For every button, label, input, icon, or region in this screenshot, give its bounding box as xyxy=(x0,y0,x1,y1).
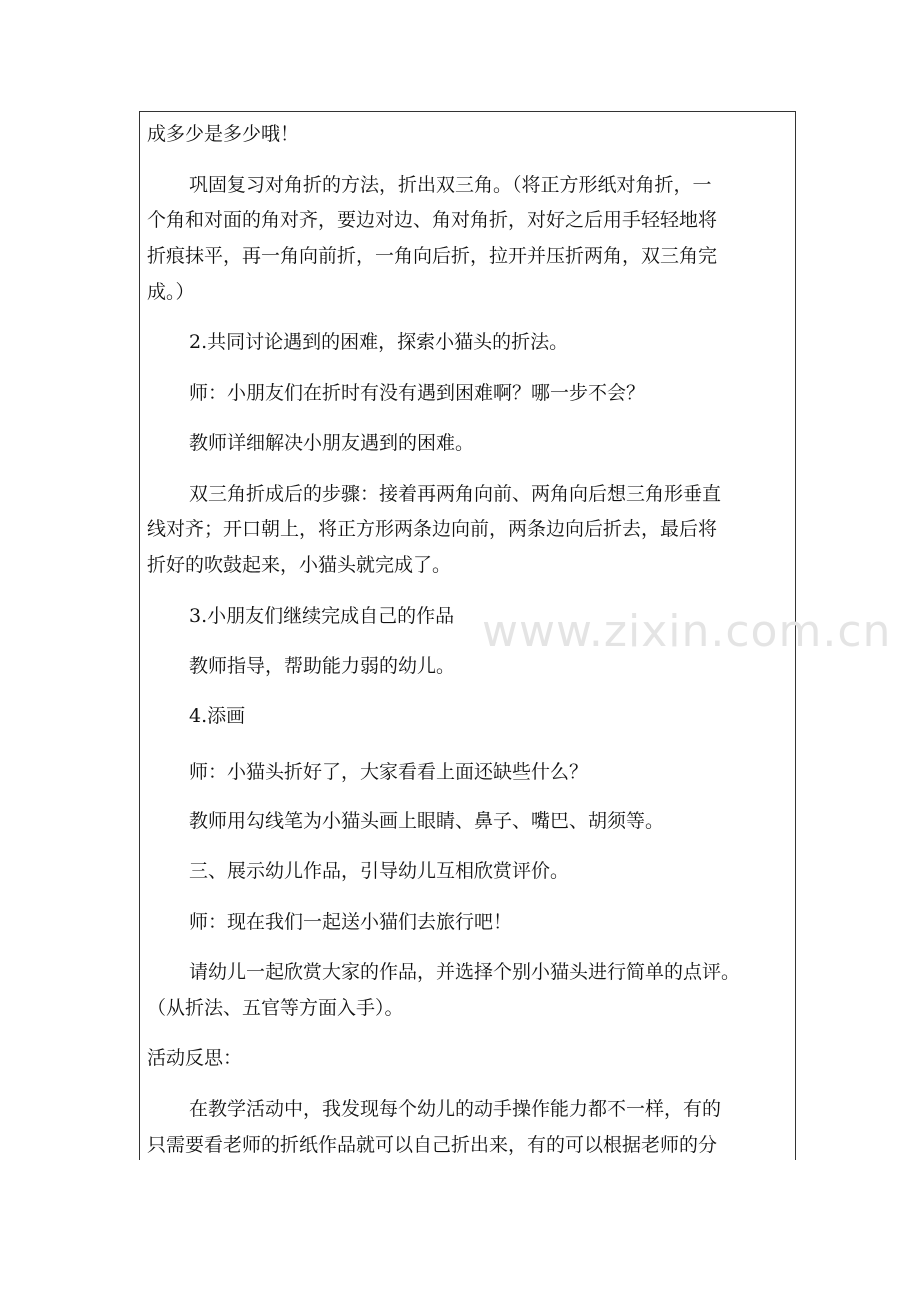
text-line: 双三角折成后的步骤：接着再两角向前、两角向后想三角形垂直 xyxy=(189,483,722,505)
text-line: 个角和对面的角对齐，要边对边、角对角折，对好之后用手轻轻地将 xyxy=(147,209,718,231)
text-line: 在教学活动中，我发现每个幼儿的动手操作能力都不一样，有的 xyxy=(189,1098,722,1120)
text-line: 三、展示幼儿作品，引导幼儿互相欣赏评价。 xyxy=(189,860,570,882)
text-line: 师：小猫头折好了，大家看看上面还缺些什么？ xyxy=(189,761,589,783)
watermark: www.zixin.com.cn xyxy=(482,606,892,657)
text-line: 活动反思： xyxy=(147,1047,243,1069)
text-line: 折好的吹鼓起来，小猫头就完成了。 xyxy=(147,554,452,576)
text-line: 折痕抹平，再一角向前折，一角向后折，拉开并压折两角，双三角完 xyxy=(147,245,718,267)
text-line: 教师详细解决小朋友遇到的困难。 xyxy=(189,432,475,454)
text-line: 2.共同讨论遇到的困难，探索小猫头的折法。 xyxy=(189,331,569,353)
text-line: 成多少是多少哦！ xyxy=(147,123,300,145)
text-line: 师：现在我们一起送小猫们去旅行吧！ xyxy=(189,911,513,933)
text-line: 3.小朋友们继续完成自己的作品 xyxy=(189,605,455,627)
text-line: 成。） xyxy=(147,281,195,303)
text-line: 师：小朋友们在折时有没有遇到困难啊？哪一步不会？ xyxy=(189,382,646,404)
text-line: 只需要看老师的折纸作品就可以自己折出来，有的可以根据老师的分 xyxy=(147,1134,718,1156)
text-line: 4.添画 xyxy=(189,705,246,727)
text-line: 教师指导，帮助能力弱的幼儿。 xyxy=(189,655,456,677)
text-line: 巩固复习对角折的方法，折出双三角。（将正方形纸对角折，一 xyxy=(189,174,712,196)
text-line: （从折法、五官等方面入手）。 xyxy=(147,997,404,1019)
text-line: 线对齐；开口朝上，将正方形两条边向前，两条边向后折去，最后将 xyxy=(147,518,718,540)
text-line: 教师用勾线笔为小猫头画上眼睛、鼻子、嘴巴、胡须等。 xyxy=(189,810,665,832)
text-line: 请幼儿一起欣赏大家的作品，并选择个别小猫头进行简单的点评。 xyxy=(189,961,741,983)
